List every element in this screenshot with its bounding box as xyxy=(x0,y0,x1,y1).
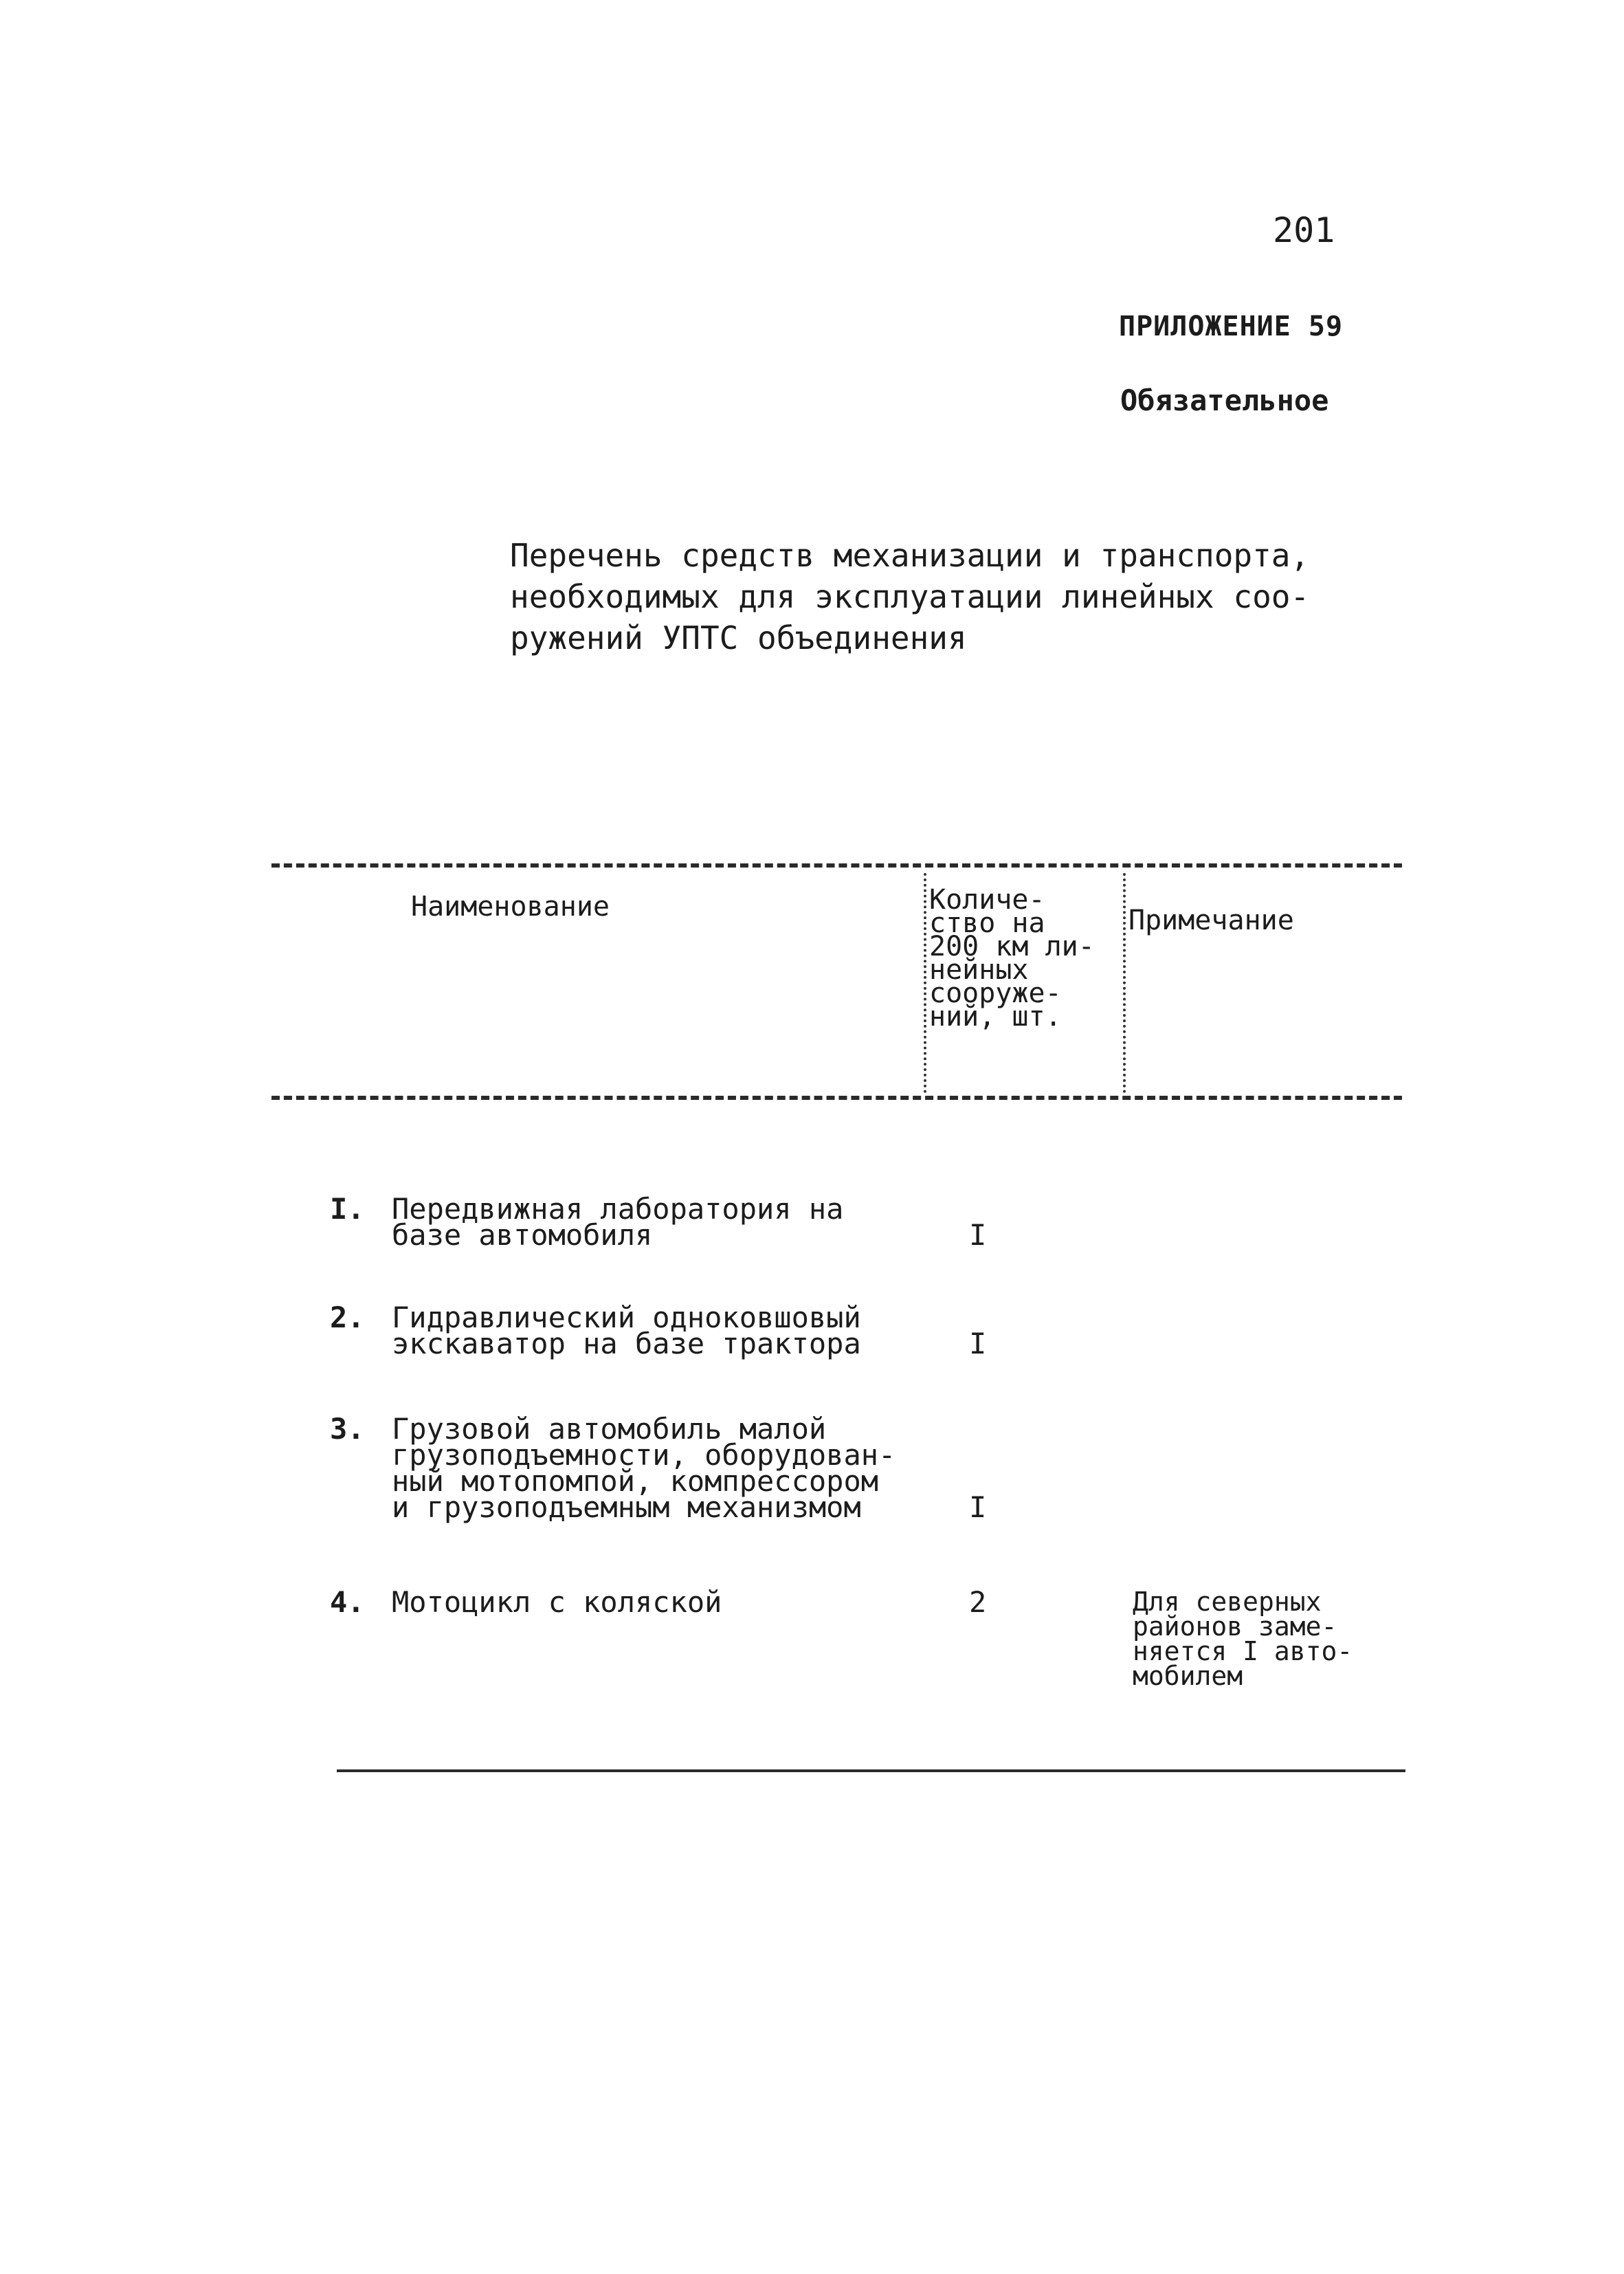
row-number: I. xyxy=(330,1192,365,1226)
row-quantity: I xyxy=(969,1490,987,1524)
table-top-rule xyxy=(271,863,1402,868)
table-header-rule xyxy=(271,1096,1402,1100)
row-number: 2. xyxy=(330,1301,365,1334)
appendix-label: ПРИЛОЖЕНИЕ 59 xyxy=(1119,311,1344,342)
row-number: 4. xyxy=(330,1585,365,1619)
row-quantity: I xyxy=(969,1327,987,1360)
column-header-note: Примечание xyxy=(1128,905,1294,936)
column-separator xyxy=(1123,873,1126,1093)
column-header-quantity: Количе- ство на 200 км ли- нейных сооруже- ний, шт. xyxy=(929,884,1095,1033)
row-name: Мотоцикл с коляской xyxy=(392,1585,722,1619)
row-name: Передвижная лаборатория на базе автомобиля xyxy=(392,1192,844,1252)
row-name: Грузовой автомобиль малой грузоподъемности, оборудован- ный мотопомпой, компрессором и грузоподъемным механизмом xyxy=(392,1412,896,1524)
column-header-name: Наименование xyxy=(411,891,610,923)
row-name: Гидравлический одноковшовый экскаватор на базе трактора xyxy=(392,1301,861,1360)
row-quantity: I xyxy=(969,1218,987,1252)
column-separator xyxy=(924,873,926,1093)
row-number: 3. xyxy=(330,1412,365,1446)
row-note: Для северных районов заме- няется I авто- мобилем xyxy=(1133,1587,1353,1691)
page-number: 201 xyxy=(1273,210,1335,250)
table-bottom-rule xyxy=(337,1769,1405,1772)
status-label: Обязательное xyxy=(1120,384,1329,417)
row-quantity: 2 xyxy=(969,1585,987,1619)
document-title: Перечень средств механизации и транспорта, необходимых для эксплуатации линейных соо- ружений УПТС объединения xyxy=(510,537,1310,656)
